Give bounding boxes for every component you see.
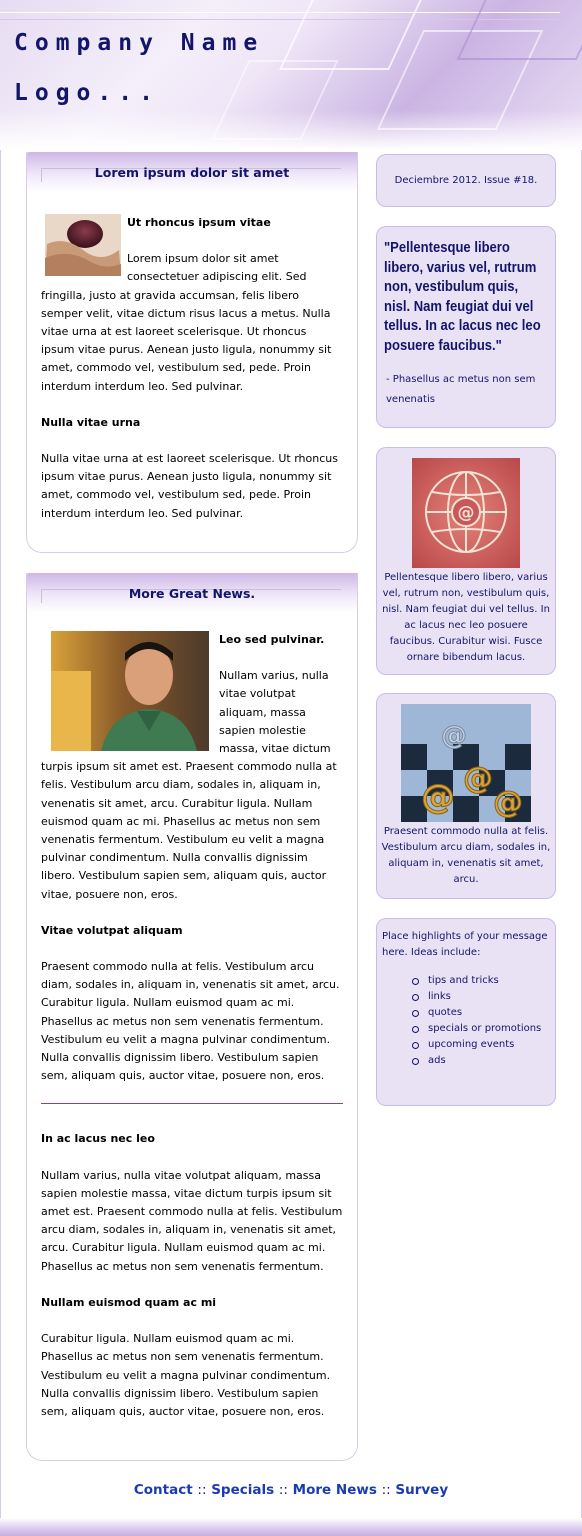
- svg-text:@: @: [457, 503, 475, 523]
- article-paragraph: Lorem ipsum dolor sit amet consectetuer adipiscing elit. Sed fringilla, justo at gravida accumsan, felis libero semper velit, vitae dictum risus lacus a metus. Nulla vitae urna at est laoreet scelerisque. Ut rhoncus ipsum vitae purus. Aenean justo ligula, nonummy sit amet, commodo vel, vestibulum sed, pede. Proin interdum interdum leo. Sed pulvinar.: [41, 252, 332, 393]
- svg-text:@: @: [441, 721, 467, 751]
- quote-line: tellus. In ac lacus nec leo: [384, 318, 541, 334]
- footer-separator: ::: [197, 1482, 207, 1498]
- logo-text: Logo...: [14, 80, 160, 106]
- article-subheading: Nulla vitae urna: [41, 415, 141, 429]
- svg-text:@: @: [463, 761, 493, 796]
- header-fade: [0, 110, 582, 150]
- article-subheading: Leo sed pulvinar.: [219, 633, 325, 646]
- issue-box: [376, 154, 556, 207]
- quote-author: - Phasellus ac metus non sem venenatis: [386, 374, 536, 405]
- man-portrait-image: [51, 631, 209, 751]
- chess-at-image: [381, 704, 551, 822]
- chess-box: [376, 693, 556, 899]
- list-item: quotes: [412, 1005, 551, 1021]
- quote-box: [376, 226, 556, 428]
- quote-line: nisl. Nam feugiat dui vel: [384, 298, 534, 315]
- article-paragraph: Nulla vitae urna at est laoreet scelerisque. Ut rhoncus ipsum vitae purus. Aenean justo ligula, nonummy sit amet, commodo vel, vestibulum sed, pede. Proin interdum interdum leo. Sed pulvinar.: [41, 452, 338, 520]
- globe-caption: Pellentesque libero libero, varius vel, rutrum non, vestibulum quis, nisl. Nam feugiat dui vel tellus. In ac lacus nec leo posuere faucibus. Curabitur wisi. Fusce ornare bibendum lacus.: [382, 572, 550, 663]
- highlights-intro: Place highlights of your message here. Ideas include:: [382, 931, 548, 958]
- quote-line: non, vestibulum quis,: [384, 279, 519, 295]
- svg-text:@: @: [493, 785, 523, 820]
- article-paragraph: Nullam varius, nulla vitae volutpat aliquam, massa sapien molestie massa, vitae dictum turpis ipsum sit amet est. Praesent commodo nulla at felis. Vestibulum arcu diam, sodales in, aliquam in, venenatis sit amet, arcu. Curabitur ligula. Nullam euismod quam ac mi. Phasellus ac metus non sem venenatis fermentum.: [41, 1168, 343, 1273]
- list-item: ads: [412, 1053, 551, 1069]
- article-body: [27, 192, 357, 537]
- highlights-box: [376, 918, 556, 1106]
- footer-link-specials[interactable]: Specials: [211, 1482, 275, 1498]
- list-item: specials or promotions: [412, 1021, 551, 1037]
- article-subheading: Nullam euismod quam ac mi: [41, 1295, 217, 1309]
- article-paragraph: Curabitur ligula. Nullam euismod quam ac mi. Phasellus ac metus non sem venenatis fermentum. Vestibulum eu velit a magna pulvinar condimentum. Nulla convallis dignissim libero. Vestibulum sapien sem, aliquam quis, auctor vitae, posuere non, eros.: [41, 1332, 331, 1418]
- article-subheading: Ut rhoncus ipsum vitae: [127, 216, 271, 229]
- quote-line: libero, varius vel, rutrum: [384, 259, 537, 276]
- article-panel-2: [26, 573, 358, 1461]
- highlights-list: [412, 973, 551, 1069]
- company-name: Company Name: [14, 30, 265, 56]
- chess-caption: Praesent commodo nulla at felis. Vestibulum arcu diam, sodales in, aliquam in, venenatis sit amet, arcu.: [381, 826, 551, 885]
- article-subheading: Vitae volutpat aliquam: [41, 923, 183, 937]
- bottom-bar: [0, 1518, 582, 1536]
- list-item: tips and tricks: [412, 973, 551, 989]
- svg-text:@: @: [421, 777, 455, 817]
- header-banner: [0, 0, 582, 150]
- quote-line: posuere faucibus.": [384, 337, 502, 354]
- article-header: [27, 573, 357, 613]
- footer-link-more-news[interactable]: More News: [292, 1482, 377, 1498]
- issue-label: Deciembre 2012. Issue #18.: [394, 175, 538, 186]
- globe-image: [381, 458, 551, 568]
- article-title: Lorem ipsum dolor sit amet: [94, 165, 290, 180]
- header-decor: [457, 0, 582, 60]
- article-header: [27, 152, 357, 192]
- footer-link-survey[interactable]: Survey: [395, 1482, 449, 1498]
- list-item: upcoming events: [412, 1037, 551, 1053]
- quote-line: "Pellentesque libero: [384, 240, 510, 256]
- article-panel-1: [26, 152, 358, 553]
- list-item: links: [412, 989, 551, 1005]
- article-title: More Great News.: [128, 586, 256, 601]
- hands-image: [45, 214, 121, 276]
- footer-separator: ::: [381, 1482, 391, 1498]
- article-paragraph: Nullam varius, nulla vitae volutpat aliquam, massa sapien molestie massa, vitae dictum turpis ipsum sit amet est. Praesent commodo nulla at felis. Vestibulum arcu diam, sodales in, aliquam in, venenatis sit amet, arcu. Curabitur ligula. Nullam euismod quam ac mi. Phasellus ac metus non sem venenatis fermentum. Vestibulum eu velit a magna pulvinar condimentum. Nulla convallis dignissim libero. Vestibulum sapien sem, aliquam quis, auctor vitae, posuere non, eros.: [41, 669, 337, 901]
- article-subheading: In ac lacus nec leo: [41, 1132, 155, 1146]
- footer-nav: [0, 1482, 582, 1498]
- article-body: [27, 613, 357, 1435]
- article-paragraph: Praesent commodo nulla at felis. Vestibulum arcu diam, sodales in, aliquam in, venenatis sit amet, arcu. Curabitur ligula. Nullam euismod quam ac mi. Phasellus ac metus non sem venenatis fermentum. Vestibulum eu velit a magna pulvinar condimentum. Nulla convallis dignissim libero. Vestibulum sapien sem, aliquam quis, auctor vitae, posuere non, eros.: [41, 960, 340, 1083]
- footer-separator: ::: [278, 1482, 288, 1498]
- globe-box: [376, 447, 556, 675]
- footer-link-contact[interactable]: Contact: [133, 1482, 193, 1498]
